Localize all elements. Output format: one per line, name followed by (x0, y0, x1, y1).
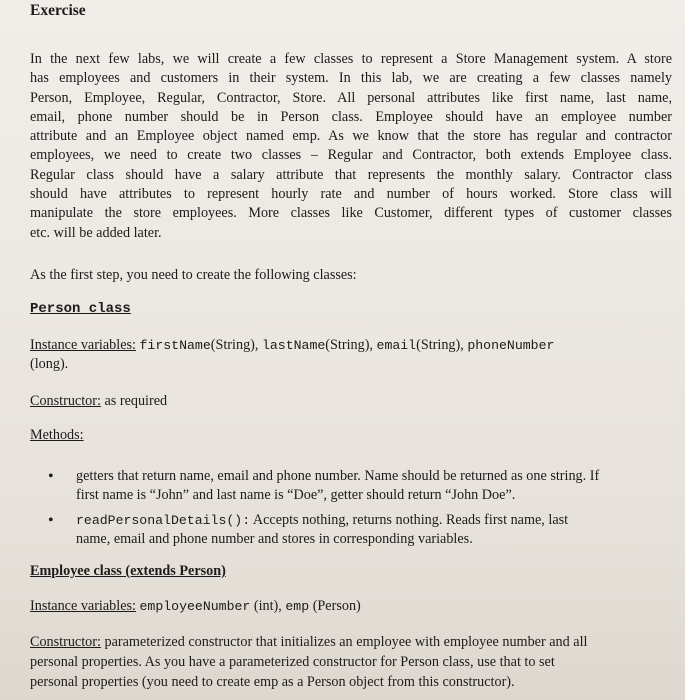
methods-title: Methods: (30, 427, 84, 443)
person-constructor (30, 393, 167, 410)
employee-instance-variables (30, 598, 361, 615)
methods-label (30, 427, 84, 444)
first-name-var: firstName (139, 338, 211, 353)
bullet-line: getters that return name, email and phone number. Name should be returned as one string. If (76, 468, 600, 484)
employee-class-title: Employee class (extends Person) (30, 563, 226, 579)
bullet-line: name, email and phone number and stores in corresponding variables. (76, 531, 473, 548)
bullet-getters-text (76, 467, 674, 506)
read-personal-details-method: readPersonalDetails(): (76, 513, 251, 528)
exercise-heading: Exercise (30, 2, 86, 19)
bullet-dot-icon: • (48, 512, 54, 529)
intro-paragraph (30, 50, 672, 243)
bullet-line: first name is “John” and last name is “Doe”, getter should return “John Doe”. (76, 487, 516, 504)
constructor-line: personal properties (you need to create emp as a Person object from this constructor). (30, 674, 515, 690)
instance-variables-label: Instance variables: (30, 337, 136, 353)
bullet-read-details (48, 511, 668, 551)
intro-line: Person, Employee, Regular, Contractor, Store. All personal attributes like first name, last name, (30, 89, 672, 106)
intro-line: Regular class should have a salary attribute that represents the monthly salary. Contractor class (30, 166, 672, 183)
bullet-read-details-text (76, 511, 674, 550)
person-instance-variables (30, 336, 554, 375)
last-name-type: (String), (325, 337, 377, 353)
email-var: email (376, 338, 417, 353)
employee-constructor (30, 632, 587, 692)
employee-number-var: employeeNumber (139, 599, 251, 614)
intro-line: email, phone number should be in Person class. Employee should have an employee number (30, 108, 672, 125)
email-type: (String), (416, 337, 468, 353)
bullet-line (76, 511, 674, 530)
intro-line: employees, we need to create two classes – Regular and Contractor, both extends Employee class. (30, 147, 672, 164)
constructor-label: Constructor: (30, 634, 101, 650)
employee-class-heading (30, 563, 226, 580)
bullet-text-part: Accepts nothing, returns nothing. Reads first name, last (250, 512, 569, 528)
constructor-line: personal properties. As you have a parameterized constructor for Person class, use that to set (30, 654, 555, 670)
person-class-heading (30, 300, 131, 317)
person-class-title: Person class (30, 301, 131, 317)
instance-variables-label: Instance variables: (30, 598, 136, 614)
intro-line: manipulate the store employees. More classes like Customer, different types of customer classes (30, 205, 672, 222)
intro-line: has employees and customers in their system. In this lab, we are creating a few classes namely (30, 70, 672, 87)
phone-number-type: (long). (30, 356, 69, 373)
bullet-dot-icon: • (48, 468, 54, 485)
first-name-type: (String), (210, 337, 262, 353)
constructor-label: Constructor: (30, 393, 101, 409)
intro-line: attribute and an Employee object named emp. As we know that the store has regular and contractor (30, 128, 672, 145)
first-step-text: As the first step, you need to create the following classes: (30, 267, 357, 283)
last-name-var: lastName (261, 338, 326, 353)
emp-var: emp (285, 599, 310, 614)
intro-line: should have attributes to represent hourly rate and number of hours worked. Store class will (30, 186, 672, 203)
constructor-text: as required (100, 393, 168, 409)
phone-number-var: phoneNumber (467, 338, 555, 353)
intro-line: In the next few labs, we will create a few classes to represent a Store Management system. A store (30, 51, 672, 67)
constructor-line: parameterized constructor that initializes an employee with employee number and all (100, 634, 588, 650)
employee-number-type: (int), (250, 598, 286, 614)
emp-type: (Person) (309, 598, 361, 614)
bullet-getters (48, 467, 668, 507)
intro-line: etc. will be added later. (30, 224, 162, 241)
